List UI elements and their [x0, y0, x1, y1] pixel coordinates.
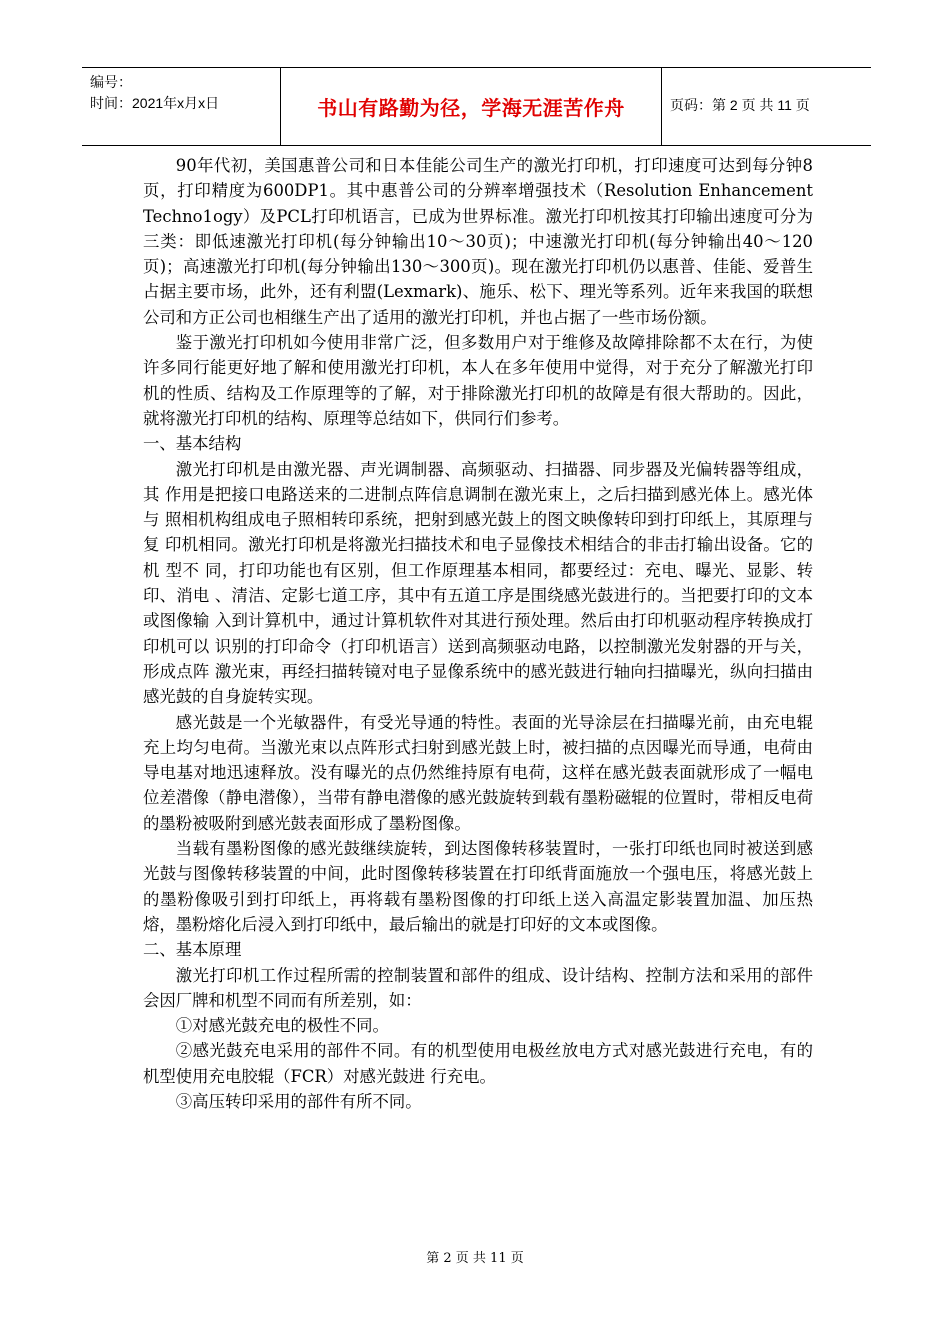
- header-motto-cell: [281, 68, 662, 145]
- document-body: [143, 153, 813, 1114]
- page-footer: 第 2 页 共 11 页: [426, 1251, 524, 1266]
- section-heading-structure: 一、基本结构: [143, 434, 242, 454]
- section-heading-principle: 二、基本原理: [143, 940, 242, 960]
- paragraph-transfer: 当载有墨粉图像的感光鼓继续旋转，到达图像转移装置时，一张打印纸也同时被送到感光鼓与图像转移装置的中间，此时图像转移装置在打印纸背面施放一个强电压，将感光鼓上的墨粉像吸引到打印纸上，再将载有墨粉图像的打印纸上送入高温定影装置加温、加压热熔，墨粉熔化后浸入到打印纸中，最后输出的就是打印好的文本或图像。: [143, 839, 813, 934]
- header-meta-cell: [82, 68, 281, 145]
- list-item-1: ①对感光鼓充电的极性不同。: [175, 1016, 389, 1036]
- header-page-cell: [662, 68, 871, 145]
- paragraph-structure: 激光打印机是由激光器、声光调制器、高频驱动、扫描器、同步器及光偏转器等组成，其 作用是把接口电路送来的二进制点阵信息调制在激光束上，之后扫描到感光体上。感光体与 照相机构组成电子照相转印系统，把射到感光鼓上的图文映像转印到打印纸上，其原理与复 印机相同。激光打印机是将激光扫描技术和电子显像技术相结合的非击打输出设备。它的机 型不 同，打印功能也有区别，但工作原理基本相同，都要经过：充电、曝光、显影、转印、消电 、清洁、定影七道工序，其中有五道工序是围绕感光鼓进行的。当把要打印的文本或图像输 入到计算机中，通过计算机软件对其进行预处理。然后由打印机驱动程序转换成打印机可以 识别的打印命令（打印机语言）送到高频驱动电路，以控制激光发射器的开与关，形成点阵 激光束，再经扫描转镜对电子显像系统中的感光鼓进行轴向扫描曝光，纵向扫描由感光鼓的自身旋转实现。: [143, 459, 813, 707]
- header-page-info: 页码：第 2 页 共 11 页: [670, 97, 810, 113]
- document-date-label: 时间：2021年x月x日: [90, 95, 220, 111]
- document-code-label: 编号：: [90, 74, 132, 90]
- paragraph-intro-history: 90年代初，美国惠普公司和日本佳能公司生产的激光打印机，打印速度可达到每分钟8页，打印精度为600DP1。其中惠普公司的分辨率增强技术（Resolution Enhancement Techno1ogy）及PCL打印机语言，已成为世界标准。激光打印机按其打印输出速度可分为三类：即低速激光打印机(每分钟输出10～30页)；中速激光打印机(每分钟输出40～120页)；高速激光打印机(每分钟输出130～300页)。现在激光打印机仍以惠普、佳能、爱普生占据主要市场，此外，还有利盟(Lexmark)、施乐、松下、理光等系列。近年来我国的联想公司和方正公司也相继生产出了适用的激光打印机，并也占据了一些市场份额。: [143, 156, 813, 327]
- paragraph-purpose: 鉴于激光打印机如今使用非常广泛，但多数用户对于维修及故障排除都不太在行，为使许多同行能更好地了解和使用激光打印机，本人在多年使用中觉得，对于充分了解激光打印机的性质、结构及工作原理等的了解，对于排除激光打印机的故障是有很大帮助的。因此，就将激光打印机的结构、原理等总结如下，供同行们参考。: [143, 333, 813, 428]
- page-header: [82, 67, 871, 146]
- paragraph-principle: 激光打印机工作过程所需的控制装置和部件的组成、设计结构、控制方法和采用的部件会因厂牌和机型不同而有所差别，如：: [143, 965, 813, 1010]
- header-motto: 书山有路勤为径，学海无涯苦作舟: [317, 96, 625, 120]
- paragraph-drum: 感光鼓是一个光敏器件，有受光导通的特性。表面的光导涂层在扫描曝光前，由充电辊充上均匀电荷。当激光束以点阵形式扫射到感光鼓上时，被扫描的点因曝光而导通，电荷由导电基对地迅速释放。没有曝光的点仍然维持原有电荷，这样在感光鼓表面就形成了一幅电位差潜像（静电潜像），当带有静电潜像的感光鼓旋转到载有墨粉磁辊的位置时，带相反电荷的墨粉被吸附到感光鼓表面形成了墨粉图像。: [143, 712, 813, 833]
- list-item-2: ②感光鼓充电采用的部件不同。有的机型使用电极丝放电方式对感光鼓进行充电，有的机型使用充电胶辊（FCR）对感光鼓进 行充电。: [143, 1041, 813, 1086]
- list-item-3: ③高压转印采用的部件有所不同。: [175, 1091, 422, 1111]
